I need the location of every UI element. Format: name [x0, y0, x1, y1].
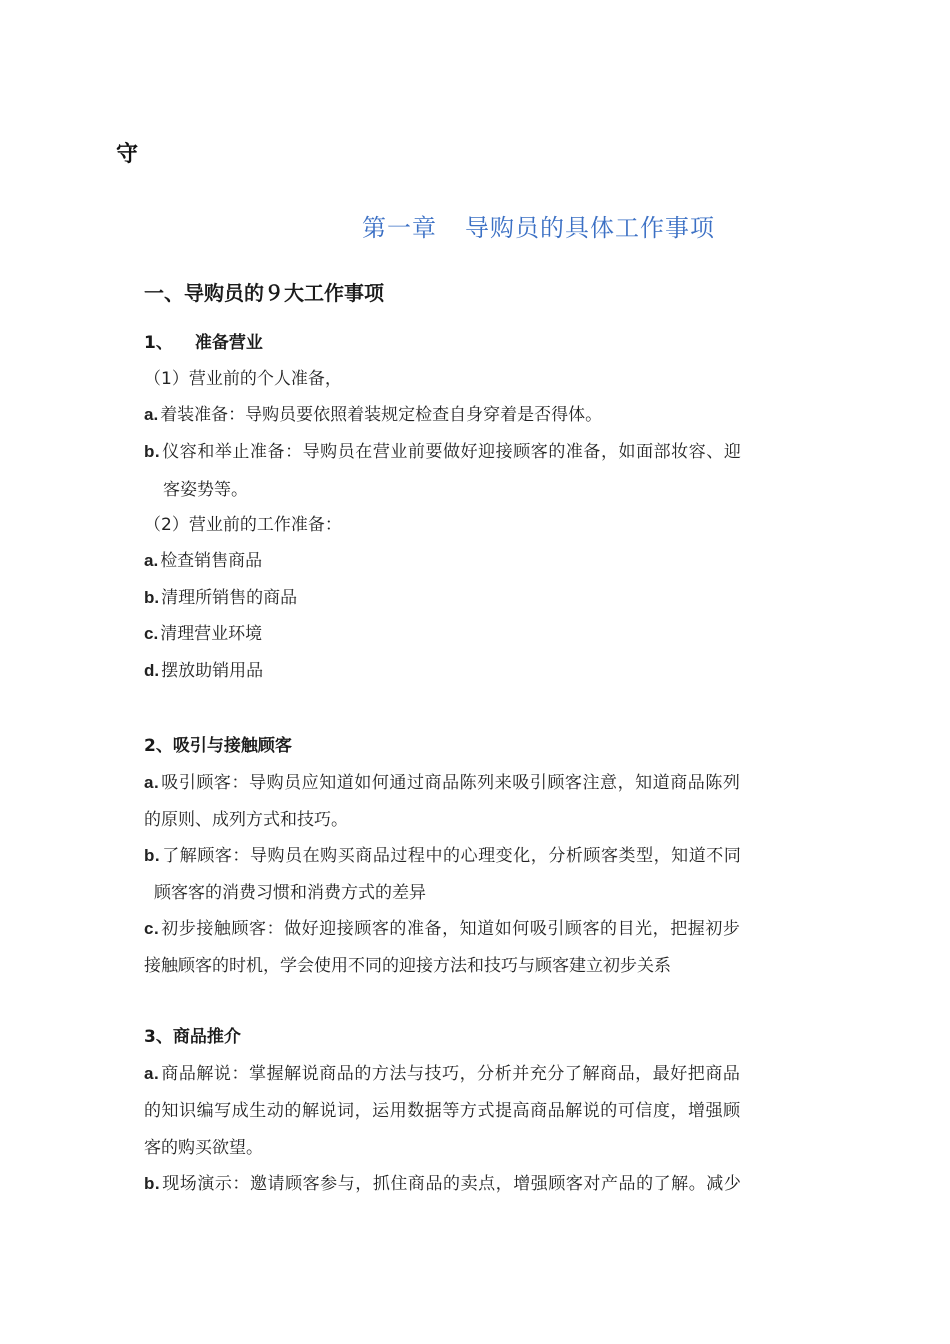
corner-character: 守	[116, 142, 139, 167]
section-title: 一、导购员的９大工作事项	[144, 281, 384, 305]
list-marker: b.	[144, 442, 161, 461]
part1-item-a	[144, 400, 602, 425]
list-marker: b.	[144, 1174, 161, 1193]
part3-item-a	[144, 1059, 740, 1084]
list-text: 初步接触顾客：做好迎接顾客的准备，知道如何吸引顾客的目光，把握初步	[161, 919, 741, 939]
part3-item-a-cont2: 客的购买欲望。	[144, 1138, 263, 1158]
list-marker: b.	[144, 588, 160, 607]
list-text: 仪容和举止准备：导购员在营业前要做好迎接顾客的准备，如面部妆容、迎	[162, 442, 742, 462]
chapter-name: 导购员的具体工作事项	[465, 214, 715, 242]
list-text: 吸引顾客：导购员应知道如何通过商品陈列来吸引顾客注意，知道商品陈列	[161, 773, 741, 793]
part2-item-b	[144, 841, 741, 866]
part2-item-a	[144, 768, 740, 793]
list-text: 着装准备：导购员要依照着装规定检查自身穿着是否得体。	[160, 405, 603, 425]
list-text: 商品解说：掌握解说商品的方法与技巧，分析并充分了解商品，最好把商品	[161, 1064, 741, 1084]
part1-work-prep: （2）营业前的工作准备：	[144, 515, 342, 535]
list-marker: a.	[144, 551, 159, 570]
list-item	[144, 619, 262, 644]
list-item	[144, 656, 263, 681]
chapter-title	[362, 208, 715, 243]
part1-personal-prep: （1）营业前的个人准备，	[144, 369, 342, 389]
part1-item-b-cont: 客姿势等。	[163, 480, 248, 500]
part1-heading-text: 准备营业	[194, 333, 263, 353]
part3-heading: 3、商品推介	[144, 1027, 241, 1047]
list-marker: d.	[144, 661, 160, 680]
list-text: 清理所销售的商品	[161, 588, 298, 608]
part3-item-b	[144, 1169, 741, 1194]
list-text: 清理营业环境	[160, 624, 263, 644]
list-text: 摆放助销用品	[161, 661, 264, 681]
list-item	[144, 546, 262, 571]
list-marker: b.	[144, 846, 161, 865]
part1-item-b	[144, 437, 741, 462]
list-marker: a.	[144, 405, 159, 424]
list-text: 了解顾客：导购员在购买商品过程中的心理变化，分析顾客类型，知道不同	[162, 846, 742, 866]
part1-heading-number: 1、	[144, 333, 173, 353]
part2-item-b-cont: 顾客客的消费习惯和消费方式的差异	[154, 883, 426, 903]
part2-heading: 2、吸引与接触顾客	[144, 736, 292, 756]
part3-item-a-cont: 的知识编写成生动的解说词，运用数据等方式提高商品解说的可信度，增强顾	[144, 1101, 741, 1121]
list-marker: a.	[144, 1064, 160, 1083]
list-text: 现场演示：邀请顾客参与，抓住商品的卖点，增强顾客对产品的了解。减少	[162, 1174, 742, 1194]
list-marker: a.	[144, 773, 160, 792]
part1-heading	[144, 328, 263, 353]
chapter-number: 第一章	[362, 214, 437, 242]
part2-item-c	[144, 914, 740, 939]
list-item	[144, 583, 297, 608]
list-marker: c.	[144, 624, 159, 643]
part2-item-c-cont: 接触顾客的时机，学会使用不同的迎接方法和技巧与顾客建立初步关系	[144, 956, 671, 976]
part2-item-a-cont: 的原则、成列方式和技巧。	[144, 810, 348, 830]
list-marker: c.	[144, 919, 160, 938]
list-text: 检查销售商品	[160, 551, 263, 571]
